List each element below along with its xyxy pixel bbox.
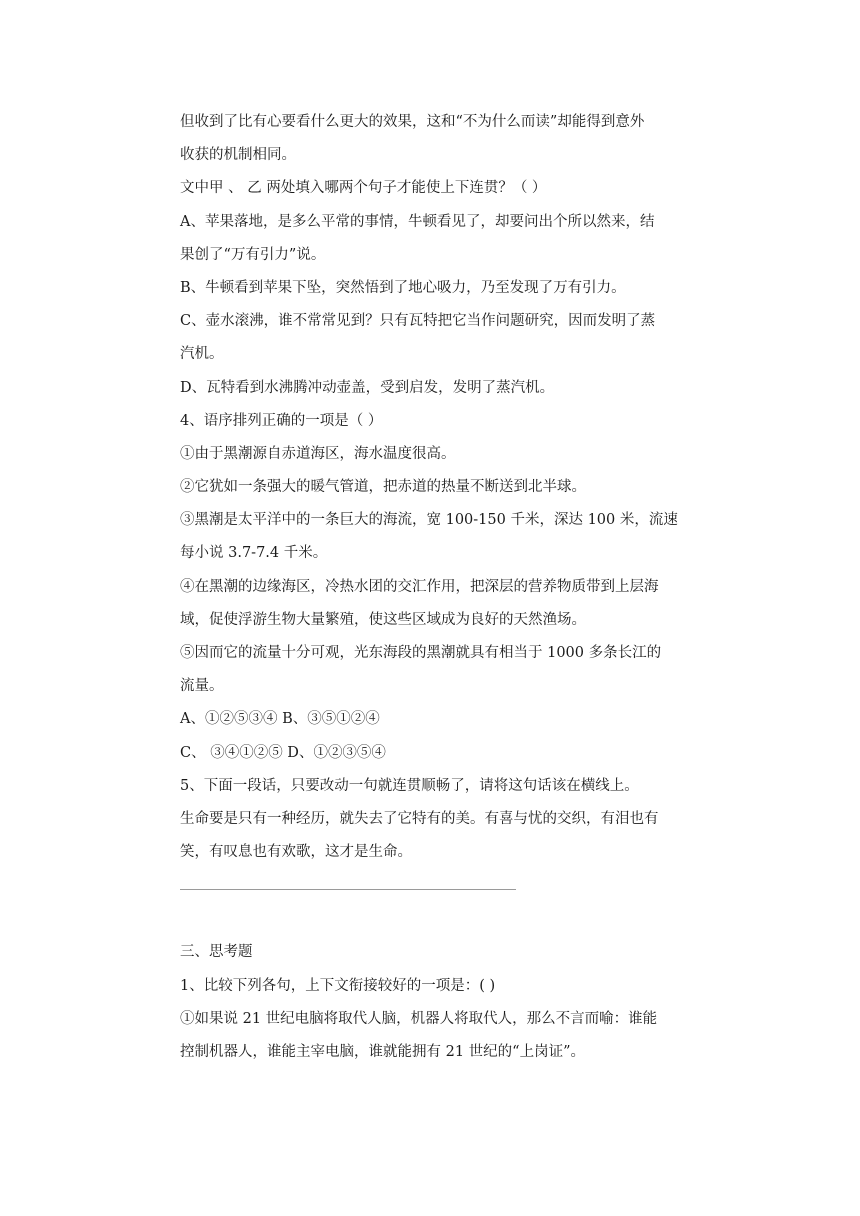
- text-line: D、瓦特看到水沸腾冲动壶盖，受到启发，发明了蒸汽机。: [180, 379, 555, 396]
- text-line: A、①②⑤③④ B、③⑤①②④: [180, 711, 380, 728]
- text-line: 果创了“万有引力”说。: [180, 246, 326, 263]
- text-line: 生命要是只有一种经历，就失去了它特有的美。有喜与忧的交织，有泪也有: [180, 810, 659, 827]
- text-block-after-rule: [180, 936, 680, 1069]
- text-line: 1、比较下列各句，上下文衔接较好的一项是：( ): [180, 977, 496, 994]
- text-line: 每小说 3.7-7.4 千米。: [180, 545, 328, 562]
- text-line: 5、下面一段话，只要改动一句就连贯顺畅了，请将这句话该在横线上。: [180, 777, 639, 794]
- text-line: 收获的机制相同。: [180, 147, 296, 164]
- text-line: A、苹果落地，是多么平常的事情，牛顿看见了，却要问出个所以然来，结: [180, 213, 655, 230]
- text-line: ①如果说 21 世纪电脑将取代人脑，机器人将取代人，那么不言而喻：谁能: [180, 1010, 658, 1027]
- text-line: C、 ③④①②⑤ D、①②③⑤④: [180, 744, 386, 761]
- text-line: 控制机器人，谁能主宰电脑，谁就能拥有 21 世纪的“上岗证”。: [180, 1043, 585, 1060]
- text-line: ②它犹如一条强大的暖气管道，把赤道的热量不断送到北半球。: [180, 479, 586, 496]
- text-line: B、牛顿看到苹果下坠，突然悟到了地心吸力，乃至发现了万有引力。: [180, 279, 626, 296]
- text-line: ⑤因而它的流量十分可观，光东海段的黑潮就具有相当于 1000 多条长江的: [180, 645, 662, 661]
- text-line: ③黑潮是太平洋中的一条巨大的海流，宽 100-150 千米，深达 100 米，流速: [180, 512, 678, 529]
- answer-line: [180, 889, 516, 890]
- text-line: 三、思考题: [180, 944, 253, 961]
- text-line: 但收到了比有心要看什么更大的效果，这和“不为什么而读”却能得到意外: [180, 114, 645, 130]
- text-line: 笑，有叹息也有欢歌，这才是生命。: [180, 844, 412, 861]
- text-line: 文中甲 、 乙 两处填入哪两个句子才能使上下连贯？（ ）: [180, 180, 547, 197]
- text-line: 流量。: [180, 678, 224, 695]
- text-block-before-rule: [180, 106, 680, 869]
- text-line: C、壶水滚沸，谁不常常见到？只有瓦特把它当作问题研究，因而发明了蒸: [180, 313, 656, 330]
- text-line: 域，促使浮游生物大量繁殖，使这些区域成为良好的天然渔场。: [180, 611, 586, 628]
- text-line: 汽机。: [180, 346, 224, 363]
- text-line: ①由于黑潮源自赤道海区，海水温度很高。: [180, 445, 456, 462]
- text-line: ④在黑潮的边缘海区，冷热水团的交汇作用，把深层的营养物质带到上层海: [180, 578, 659, 595]
- text-line: 4、语序排列正确的一项是（ ）: [180, 412, 383, 429]
- document-body: [180, 106, 680, 1069]
